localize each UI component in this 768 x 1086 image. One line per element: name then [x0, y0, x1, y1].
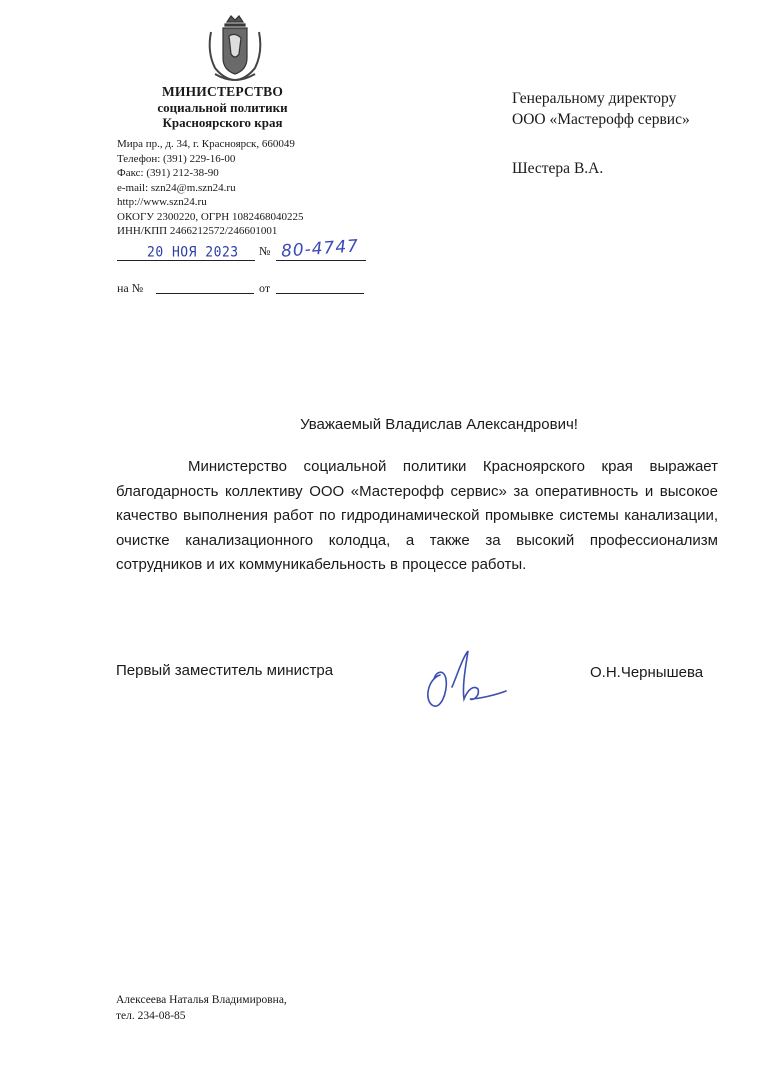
- addressee-name: Шестера В.А.: [512, 160, 604, 177]
- executor-phone: тел. 234-08-85: [116, 1010, 186, 1022]
- executor-block: [116, 992, 287, 1024]
- contact-email: e-mail: szn24@m.szn24.ru: [117, 181, 236, 194]
- org-line1: МИНИСТЕРСТВО: [161, 84, 284, 99]
- handwritten-number: 80-4747: [280, 236, 360, 262]
- contact-website: http://www.szn24.ru: [117, 196, 207, 208]
- from-label: от: [259, 281, 271, 295]
- letter-body: Министерство социальной политики Красноярского края выражает благодарность коллективу ООО «Мастерофф сервис» за оперативность и высокое качество выполнения работ по гидродинамической промывке системы канализации, очистке канализационного колодца, а также за высокий профессионализм сотрудников и их коммуникабельность в процессе работы.: [116, 458, 718, 573]
- ref-label: на №: [117, 281, 144, 295]
- signer-name: О.Н.Чернышева: [590, 664, 704, 681]
- ministry-name: [120, 84, 325, 131]
- from-underline: [276, 293, 364, 294]
- number-sign: №: [259, 244, 271, 258]
- org-line3: Красноярского края: [162, 115, 283, 131]
- date-stamp: 20 НОЯ 2023: [147, 244, 239, 261]
- executor-name: Алексеева Наталья Владимировна,: [116, 994, 287, 1006]
- signer-title: Первый заместитель министра: [116, 662, 334, 679]
- krasnoyarsk-coat-of-arms-icon: [205, 12, 265, 86]
- org-line2: социальной политики: [157, 99, 288, 115]
- salutation: Уважаемый Владислав Александрович!: [300, 416, 578, 433]
- addressee-block: [512, 88, 690, 179]
- contact-inn: ИНН/КПП 2466212572/246601001: [117, 225, 278, 237]
- addressee-company: ООО «Мастерофф сервис»: [512, 111, 690, 128]
- contact-fax: Факс: (391) 212-38-90: [117, 167, 219, 179]
- contact-address: Мира пр., д. 34, г. Красноярск, 660049: [117, 138, 295, 150]
- contact-okogu: ОКОГУ 2300220, ОГРН 1082468040225: [117, 210, 304, 223]
- addressee-position: Генеральному директору: [512, 90, 677, 107]
- contact-phone: Телефон: (391) 229-16-00: [117, 152, 236, 165]
- handwritten-signature: [418, 645, 513, 715]
- ref-underline: [156, 293, 254, 294]
- contact-block: [117, 137, 303, 239]
